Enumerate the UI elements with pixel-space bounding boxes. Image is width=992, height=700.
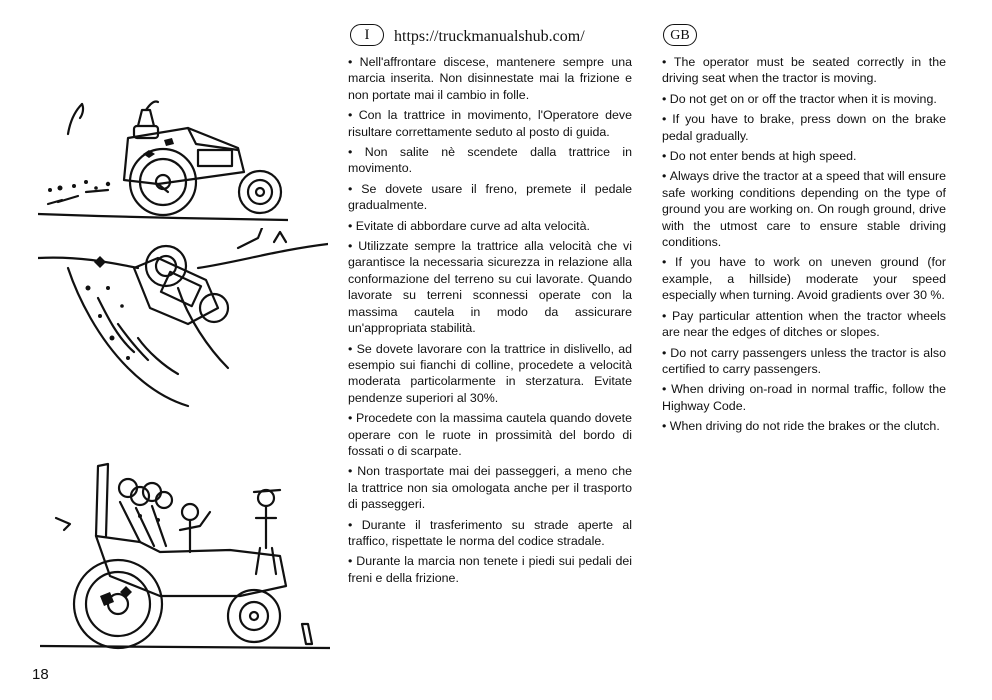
list-item: • If you have to work on uneven ground (for example, a hillside) moderate your speed especially when turning. Avoid gradients over 30 %.: [662, 254, 946, 303]
language-badge-english: GB: [663, 24, 697, 46]
list-item: • Always drive the tractor at a speed that will ensure safe working conditions depending on the type of ground you are working on. On rough ground, drive with the utmost care to ensure stable driving conditions.: [662, 168, 946, 250]
list-item: • Do not enter bends at high speed.: [662, 148, 946, 164]
list-item: • Durante la marcia non tenete i piedi sui pedali dei freni e della frizione.: [348, 553, 632, 586]
italian-safety-list: [348, 54, 632, 590]
list-item: • Se dovete usare il freno, premete il pedale gradualmente.: [348, 181, 632, 214]
tractor-descent-illustration: [38, 92, 288, 222]
list-item: • Procedete con la massima cautela quando dovete operare con le ruote in prossimità del bordo di fossati o di scarpate.: [348, 410, 632, 459]
site-url-link[interactable]: https://truckmanualshub.com/: [394, 28, 585, 45]
tractor-passengers-illustration: [40, 456, 330, 652]
list-item: • Non salite nè scendete dalla trattrice in movimento.: [348, 144, 632, 177]
list-item: • When driving on-road in normal traffic, follow the Highway Code.: [662, 381, 946, 414]
list-item: • Utilizzate sempre la trattrice alla velocità che vi garantisce la necessaria sicurezza in relazione alla conformazione del terreno su cui lavorate. Quando lavorate su terreni sconnessi operate con la massima cautela in modo da assicurare un'appropriata stabilità.: [348, 238, 632, 336]
list-item: • Pay particular attention when the tractor wheels are near the edges of ditches or slopes.: [662, 308, 946, 341]
list-item: • Evitate di abbordare curve ad alta velocità.: [348, 218, 632, 234]
language-badge-italian: I: [350, 24, 384, 46]
tractor-rollover-illustration: [38, 228, 328, 408]
list-item: • The operator must be seated correctly in the driving seat when the tractor is moving.: [662, 54, 946, 87]
list-item: • If you have to brake, press down on the brake pedal gradually.: [662, 111, 946, 144]
list-item: • Durante il trasferimento su strade aperte al traffico, rispettate le norma del codice stradale.: [348, 517, 632, 550]
list-item: • Se dovete lavorare con la trattrice in dislivello, ad esempio sui fianchi di colline, procedete a velocità moderata particolarmente in sterzatura. Evitate pendenze superiori al 30%.: [348, 341, 632, 407]
list-item: • Nell'affrontare discese, mantenere sempre una marcia inserita. Non disinnestate mai la frizione e non portate mai il cambio in folle.: [348, 54, 632, 103]
list-item: • Do not carry passengers unless the tractor is also certified to carry passengers.: [662, 345, 946, 378]
list-item: • Non trasportate mai dei passeggeri, a meno che la trattrice non sia omologata anche per il trasporto di passeggeri.: [348, 463, 632, 512]
list-item: • Con la trattrice in movimento, l'Operatore deve risultare correttamente seduto al posto di guida.: [348, 107, 632, 140]
list-item: • When driving do not ride the brakes or the clutch.: [662, 418, 946, 434]
page-number: 18: [32, 666, 49, 683]
english-safety-list: [662, 54, 946, 439]
list-item: • Do not get on or off the tractor when it is moving.: [662, 91, 946, 107]
